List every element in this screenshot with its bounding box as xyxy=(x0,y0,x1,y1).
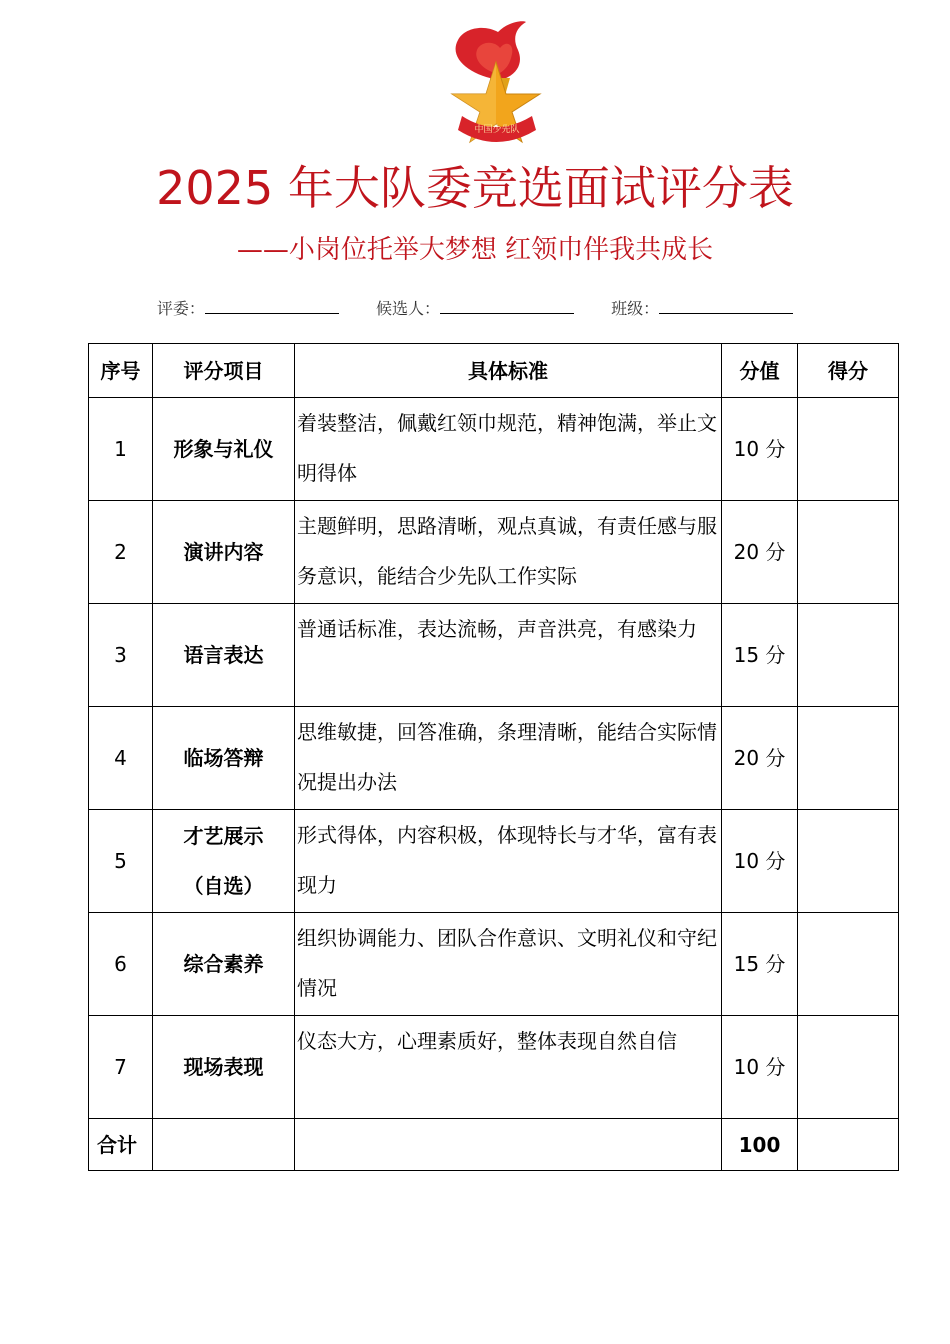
row-no: 2 xyxy=(89,501,153,604)
row-points: 10 分 xyxy=(722,810,798,913)
total-score-cell[interactable] xyxy=(798,1119,899,1171)
row-item-label: 现场表现 xyxy=(183,1055,264,1079)
signature-fields xyxy=(0,296,950,319)
row-item xyxy=(153,810,295,913)
row-item-label: 临场答辩 xyxy=(183,746,264,770)
table-row xyxy=(89,604,899,707)
row-score-cell[interactable] xyxy=(798,501,899,604)
row-no: 5 xyxy=(89,810,153,913)
score-table xyxy=(88,343,899,1171)
header-standard: 具体标准 xyxy=(295,344,722,398)
total-points: 100 xyxy=(722,1119,798,1171)
row-points: 20 分 xyxy=(722,501,798,604)
row-points: 15 分 xyxy=(722,913,798,1016)
header-no: 序号 xyxy=(89,344,153,398)
row-item xyxy=(153,604,295,707)
table-row xyxy=(89,810,899,913)
judge-field xyxy=(157,296,339,319)
candidate-field xyxy=(376,296,574,319)
row-item-label: 形象与礼仪 xyxy=(173,437,274,461)
row-score-cell[interactable] xyxy=(798,1016,899,1119)
table-header-row xyxy=(89,344,899,398)
row-item-label: 演讲内容 xyxy=(183,540,264,564)
row-standard: 主题鲜明，思路清晰，观点真诚，有责任感与服务意识，能结合少先队工作实际 xyxy=(295,501,722,604)
class-field xyxy=(611,296,793,319)
row-standard: 仪态大方，心理素质好，整体表现自然自信 xyxy=(295,1016,722,1119)
total-row xyxy=(89,1119,899,1171)
table-row xyxy=(89,1016,899,1119)
row-standard: 着装整洁，佩戴红领巾规范，精神饱满，举止文明得体 xyxy=(295,398,722,501)
row-points: 10 分 xyxy=(722,398,798,501)
table-row xyxy=(89,913,899,1016)
row-no: 3 xyxy=(89,604,153,707)
judge-input-line[interactable] xyxy=(205,299,339,314)
row-item xyxy=(153,501,295,604)
row-score-cell[interactable] xyxy=(798,398,899,501)
row-no: 4 xyxy=(89,707,153,810)
row-score-cell[interactable] xyxy=(798,604,899,707)
row-standard: 形式得体，内容积极，体现特长与才华，富有表现力 xyxy=(295,810,722,913)
row-points: 15 分 xyxy=(722,604,798,707)
candidate-input-line[interactable] xyxy=(440,299,574,314)
header-points: 分值 xyxy=(722,344,798,398)
candidate-label: 候选人： xyxy=(375,299,440,318)
row-item-note: （自选） xyxy=(183,874,264,898)
young-pioneers-star-torch-icon xyxy=(440,18,552,146)
row-standard: 普通话标准，表达流畅，声音洪亮，有感染力 xyxy=(295,604,722,707)
row-score-cell[interactable] xyxy=(798,810,899,913)
total-label: 合计 xyxy=(89,1119,153,1171)
table-row xyxy=(89,501,899,604)
table-row xyxy=(89,398,899,501)
row-no: 1 xyxy=(89,398,153,501)
row-item-label: 才艺展示 xyxy=(183,824,264,848)
page-subtitle: ——小岗位托举大梦想 红领巾伴我共成长 xyxy=(236,235,714,265)
total-empty-item xyxy=(153,1119,295,1171)
row-standard: 组织协调能力、团队合作意识、文明礼仪和守纪情况 xyxy=(295,913,722,1016)
row-score-cell[interactable] xyxy=(798,913,899,1016)
row-item-label: 综合素养 xyxy=(183,952,264,976)
row-item xyxy=(153,707,295,810)
row-points: 20 分 xyxy=(722,707,798,810)
row-standard: 思维敏捷，回答准确，条理清晰，能结合实际情况提出办法 xyxy=(295,707,722,810)
header-item: 评分项目 xyxy=(153,344,295,398)
row-no: 7 xyxy=(89,1016,153,1119)
class-label: 班级： xyxy=(611,299,660,318)
emblem-text: 中国少先队 xyxy=(474,125,520,135)
row-score-cell[interactable] xyxy=(798,707,899,810)
row-points: 10 分 xyxy=(722,1016,798,1119)
row-item-label: 语言表达 xyxy=(183,643,264,667)
row-item xyxy=(153,913,295,1016)
row-no: 6 xyxy=(89,913,153,1016)
header-score: 得分 xyxy=(798,344,899,398)
row-item xyxy=(153,1016,295,1119)
page-title: 2025 年大队委竞选面试评分表 xyxy=(156,161,794,215)
row-item xyxy=(153,398,295,501)
judge-label: 评委： xyxy=(156,299,205,318)
total-empty-standard xyxy=(295,1119,722,1171)
class-input-line[interactable] xyxy=(659,299,793,314)
table-row xyxy=(89,707,899,810)
